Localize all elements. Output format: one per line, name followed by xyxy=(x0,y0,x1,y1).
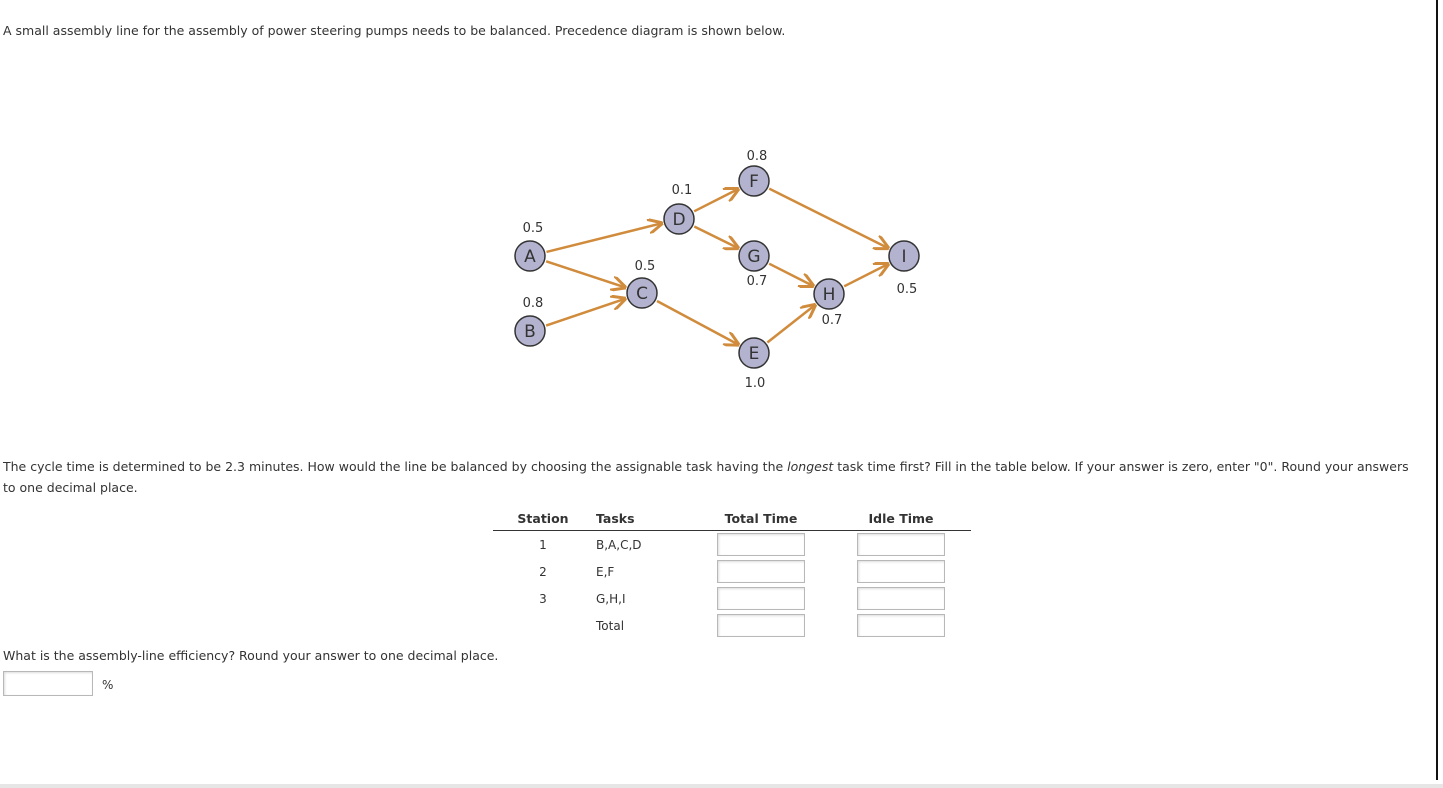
header-total-time: Total Time xyxy=(691,508,831,531)
edge-D-F xyxy=(694,189,738,211)
edge-D-G xyxy=(694,227,738,249)
node-time-I: 0.5 xyxy=(896,282,918,297)
edge-A-D xyxy=(546,223,661,252)
idle-time-input-3[interactable] xyxy=(857,587,945,610)
edge-A-C xyxy=(546,261,625,287)
node-label-C: C xyxy=(636,284,648,304)
table-row xyxy=(493,558,971,585)
edge-C-E xyxy=(657,301,738,344)
table-row-total xyxy=(493,612,971,639)
station-cell: 2 xyxy=(539,564,547,579)
bottom-scrollbar[interactable] xyxy=(0,784,1443,788)
question-part1: The cycle time is determined to be 2.3 minutes. How would the line be balanced by choosing the assignable task having the xyxy=(3,459,788,474)
question-text xyxy=(3,456,1423,498)
idle-time-input-total[interactable] xyxy=(857,614,945,637)
intro-text: A small assembly line for the assembly of power steering pumps needs to be balanced. Precedence diagram is shown below. xyxy=(3,23,786,38)
node-label-I: I xyxy=(901,247,907,267)
total-time-input-2[interactable] xyxy=(717,560,805,583)
table-row xyxy=(493,531,971,559)
node-label-E: E xyxy=(748,344,760,364)
edge-F-I xyxy=(769,189,888,248)
node-label-H: H xyxy=(822,285,836,305)
balance-table xyxy=(493,508,971,639)
node-time-H: 0.7 xyxy=(821,313,843,328)
node-time-G: 0.7 xyxy=(746,274,768,289)
edge-B-C xyxy=(546,299,625,326)
efficiency-unit: % xyxy=(102,678,114,692)
node-label-G: G xyxy=(747,247,761,267)
edge-G-H xyxy=(769,264,813,286)
node-time-A: 0.5 xyxy=(522,221,544,236)
node-time-F: 0.8 xyxy=(746,149,768,164)
node-time-B: 0.8 xyxy=(522,296,544,311)
node-time-D: 0.1 xyxy=(671,183,693,198)
node-label-A: A xyxy=(524,247,536,267)
total-time-input-total[interactable] xyxy=(717,614,805,637)
right-border xyxy=(1436,0,1438,780)
efficiency-question: What is the assembly-line efficiency? Round your answer to one decimal place. xyxy=(3,648,499,663)
header-station: Station xyxy=(493,508,593,531)
station-cell: 3 xyxy=(539,591,547,606)
question-emphasis: longest xyxy=(787,459,834,474)
node-time-E: 1.0 xyxy=(744,376,766,391)
table-header-row xyxy=(493,508,971,531)
station-cell: 1 xyxy=(539,537,547,552)
idle-time-input-1[interactable] xyxy=(857,533,945,556)
question-part2: task time first? Fill in the table below. If your answer is zero, enter "0". Round your answers to one decimal place. xyxy=(3,459,1409,495)
tasks-cell: E,F xyxy=(596,564,615,579)
efficiency-input[interactable] xyxy=(3,671,93,696)
header-tasks: Tasks xyxy=(593,508,691,531)
station-cell xyxy=(493,612,593,639)
edge-H-I xyxy=(844,264,888,286)
total-time-input-1[interactable] xyxy=(717,533,805,556)
tasks-cell: G,H,I xyxy=(596,591,626,606)
header-idle-time: Idle Time xyxy=(831,508,971,531)
tasks-cell: B,A,C,D xyxy=(596,537,642,552)
idle-time-input-2[interactable] xyxy=(857,560,945,583)
node-time-C: 0.5 xyxy=(634,259,656,274)
edge-E-H xyxy=(767,305,814,342)
table-row xyxy=(493,585,971,612)
node-label-F: F xyxy=(749,172,759,192)
tasks-cell-total: Total xyxy=(596,618,625,633)
node-label-B: B xyxy=(524,322,536,342)
node-label-D: D xyxy=(672,210,686,230)
total-time-input-3[interactable] xyxy=(717,587,805,610)
